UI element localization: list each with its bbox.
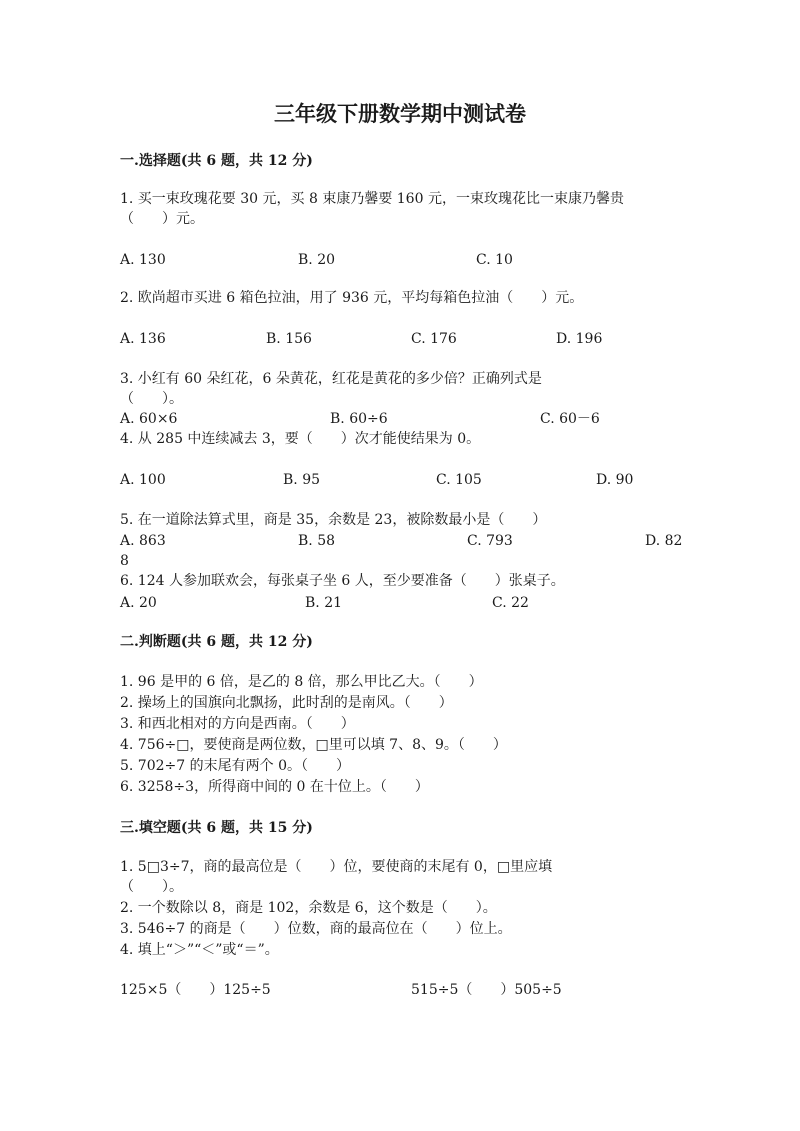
question-4-option-d: D. 90	[596, 472, 634, 488]
fill-question-1-text-cont: （ ）。	[120, 879, 183, 895]
question-2-option-a: A. 136	[120, 331, 166, 347]
question-6-text: 6. 124 人参加联欢会，每张桌子坐 6 人，至少要准备（ ）张桌子。	[120, 573, 565, 589]
question-2-option-d: D. 196	[556, 331, 603, 347]
question-3-option-c: C. 60－6	[540, 411, 600, 427]
question-5-option-b: B. 58	[298, 533, 336, 549]
question-5-option-c: C. 793	[467, 533, 513, 549]
question-1-option-c: C. 10	[476, 252, 513, 268]
compare-item-1: 125×5（ ）125÷5	[120, 982, 271, 998]
question-4-option-c: C. 105	[436, 472, 482, 488]
question-6-option-a: A. 20	[120, 595, 157, 611]
compare-item-2: 515÷5（ ）505÷5	[411, 982, 562, 998]
question-5-option-a: A. 863	[120, 533, 166, 549]
judgement-item-4: 4. 756÷□，要使商是两位数，□里可以填 7、8、9。（ ）	[120, 737, 507, 753]
question-6-option-b: B. 21	[305, 595, 343, 611]
question-1-text-cont: （ ）元。	[120, 211, 204, 227]
question-3-option-b: B. 60÷6	[330, 411, 388, 427]
question-1-text: 1. 买一束玫瑰花要 30 元，买 8 束康乃馨要 160 元，一束玫瑰花比一束康乃馨贵	[120, 191, 624, 207]
question-3-text-cont: （ ）。	[120, 391, 183, 407]
question-6-option-c: C. 22	[492, 595, 529, 611]
question-3-option-a: A. 60×6	[120, 411, 178, 427]
fill-question-2-text: 2. 一个数除以 8，商是 102，余数是 6，这个数是（ ）。	[120, 900, 497, 916]
judgement-item-1: 1. 96 是甲的 6 倍，是乙的 8 倍，那么甲比乙大。（ ）	[120, 674, 483, 690]
question-2-option-c: C. 176	[411, 331, 457, 347]
fill-question-1-text: 1. 5□3÷7，商的最高位是（ ）位，要使商的末尾有 0，□里应填	[120, 859, 553, 875]
judgement-item-3: 3. 和西北相对的方向是西南。（ ）	[120, 716, 355, 732]
question-3-text: 3. 小红有 60 朵红花，6 朵黄花，红花是黄花的多少倍？正确列式是	[120, 371, 542, 387]
judgement-item-5: 5. 702÷7 的末尾有两个 0。（ ）	[120, 758, 350, 774]
question-5-text: 5. 在一道除法算式里，商是 35，余数是 23，被除数最小是（ ）	[120, 512, 547, 528]
page-title: 三年级下册数学期中测试卷	[274, 101, 526, 126]
question-2-text: 2. 欧尚超市买进 6 箱色拉油，用了 936 元，平均每箱色拉油（ ）元。	[120, 290, 584, 306]
section-heading-fill: 三.填空题(共 6 题，共 15 分)	[120, 820, 313, 836]
question-5-option-d-wrap: 8	[120, 553, 129, 569]
question-4-option-b: B. 95	[283, 472, 321, 488]
fill-question-4-text: 4. 填上“＞”“＜”或“＝”。	[120, 942, 279, 958]
question-1-option-a: A. 130	[120, 252, 166, 268]
judgement-item-6: 6. 3258÷3，所得商中间的 0 在十位上。（ ）	[120, 779, 429, 795]
section-heading-judgement: 二.判断题(共 6 题，共 12 分)	[120, 634, 313, 650]
question-1-option-b: B. 20	[298, 252, 336, 268]
section-heading-choice: 一.选择题(共 6 题，共 12 分)	[120, 153, 313, 169]
question-5-option-d: D. 82	[645, 533, 683, 549]
question-4-option-a: A. 100	[120, 472, 166, 488]
question-2-option-b: B. 156	[266, 331, 312, 347]
fill-question-3-text: 3. 546÷7 的商是（ ）位数，商的最高位在（ ）位上。	[120, 921, 512, 937]
judgement-item-2: 2. 操场上的国旗向北飘扬，此时刮的是南风。（ ）	[120, 695, 453, 711]
question-4-text: 4. 从 285 中连续减去 3，要（ ）次才能使结果为 0。	[120, 431, 481, 447]
